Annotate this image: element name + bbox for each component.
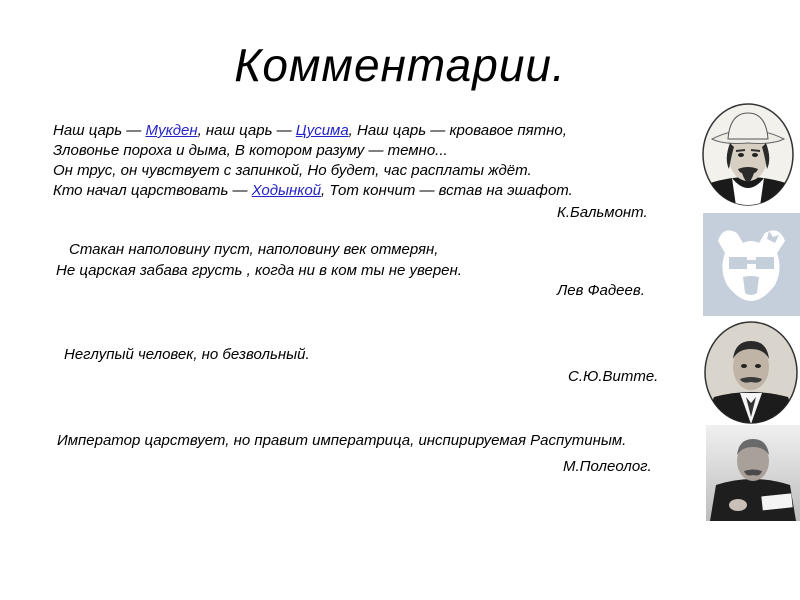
portrait-witte: [704, 321, 798, 424]
poem-author: К.Бальмонт.: [557, 204, 648, 221]
poem-line-3: Он трус, он чувствует с запинкой, Но будет, час расплаты ждёт.: [53, 162, 532, 179]
poem-line-4-text-a: Кто начал царствовать —: [53, 182, 252, 199]
poem-line-1: [53, 122, 567, 140]
quote4-text: Император царствует, но правит императрица, инспирируемая Распутиным.: [57, 432, 627, 449]
portrait-paleologue: [706, 425, 800, 521]
vk-dog-icon: [703, 213, 800, 316]
slide-title: Комментарии.: [234, 39, 566, 91]
link-khodynka[interactable]: Ходынкой: [251, 182, 322, 199]
quote2-line-2: Не царская забава грусть , когда ни в ком ты не уверен.: [56, 262, 462, 279]
quote4-author: М.Полеолог.: [563, 458, 652, 475]
link-tsushima[interactable]: Цусима: [295, 122, 349, 139]
poem-line-1-text-a: Наш царь —: [53, 122, 146, 139]
vk-avatar-placeholder: [703, 213, 800, 316]
quote2-author: Лев Фадеев.: [557, 282, 645, 299]
poem-line-4: [53, 182, 573, 200]
poem-line-1-text-c: , Наш царь — кровавое пятно,: [348, 122, 567, 139]
poem-line-1-text-b: , наш царь —: [197, 122, 296, 139]
portrait-balmont: [702, 103, 794, 206]
link-mukden[interactable]: Мукден: [145, 122, 198, 139]
quote3-author: С.Ю.Витте.: [568, 368, 659, 385]
quote3-text: Неглупый человек, но безвольный.: [64, 346, 310, 363]
poem-line-2: Зловонье пороха и дыма, В котором разуму — темно...: [53, 142, 448, 159]
quote2-line-1: Стакан наполовину пуст, наполовину век отмерян,: [69, 241, 439, 258]
poem-line-4-text-b: , Тот кончит — встав на эшафот.: [321, 182, 573, 199]
